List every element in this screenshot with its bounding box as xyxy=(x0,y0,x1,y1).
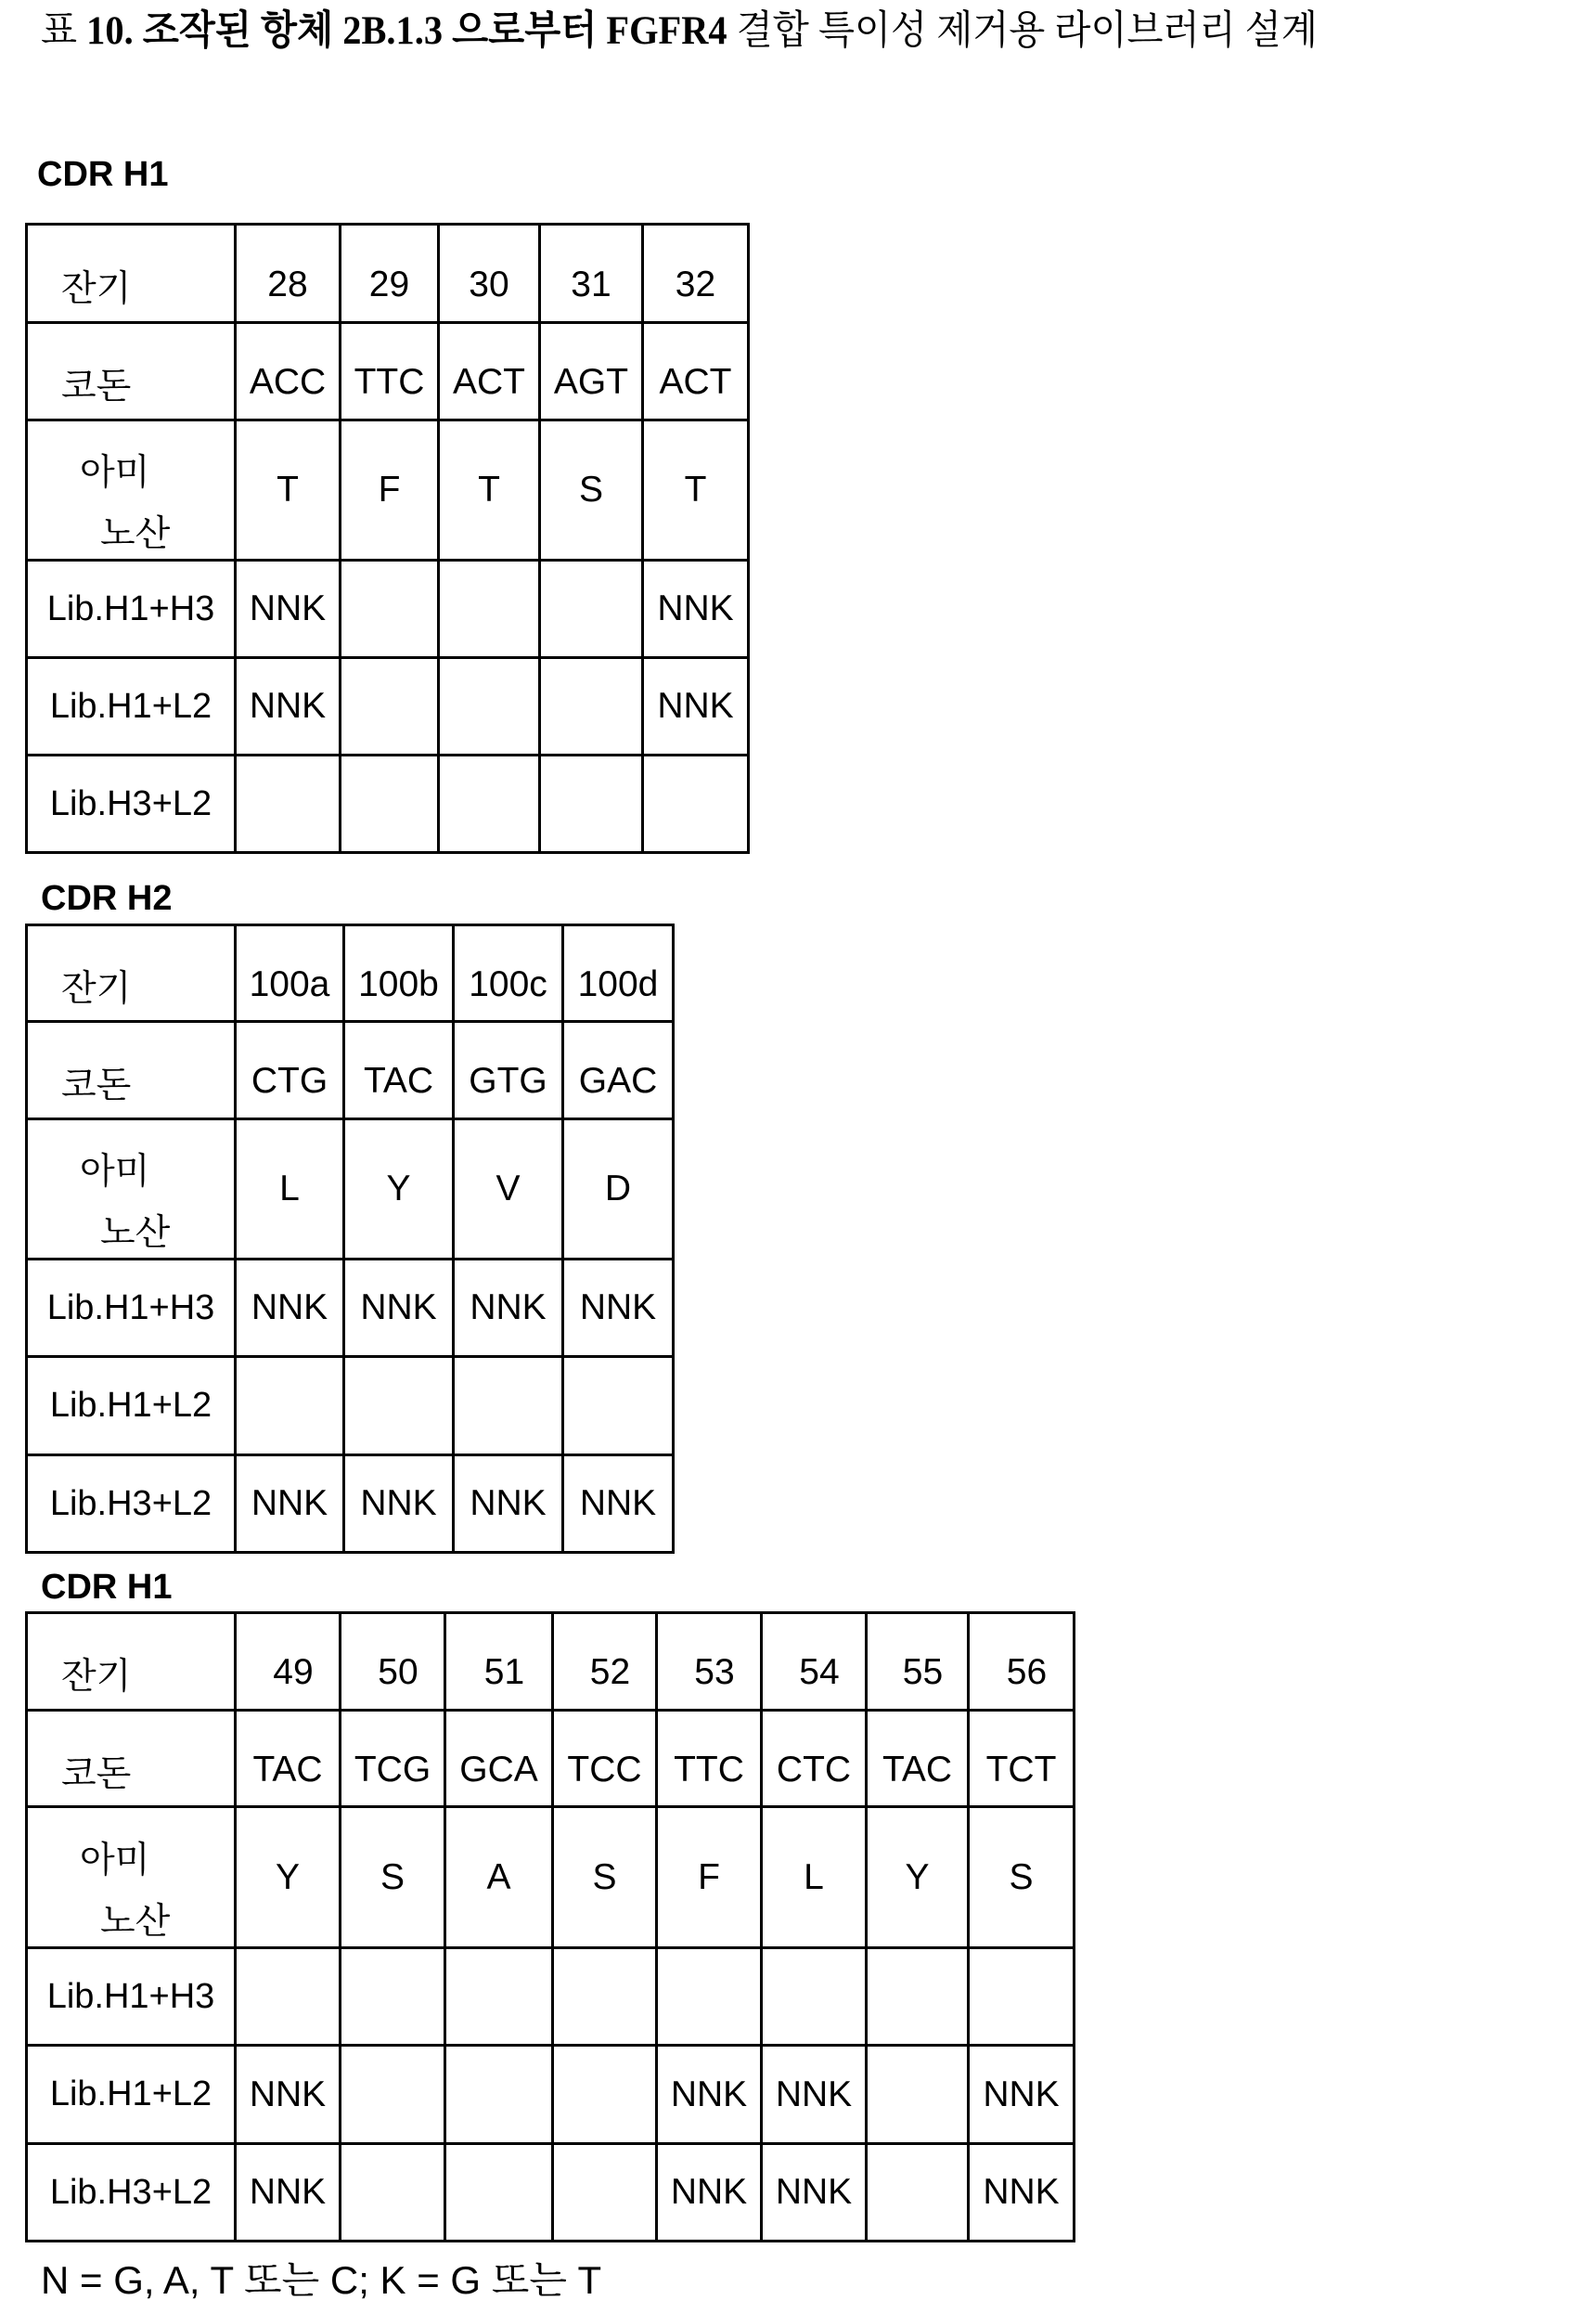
lib-h1-l2-row xyxy=(27,2046,1075,2144)
lib-cell: NNK xyxy=(236,561,341,658)
amino-acid-cell: S xyxy=(540,420,643,561)
lib-cell xyxy=(867,1948,969,2046)
codon-cell: GCA xyxy=(445,1711,553,1807)
residue-cell: 100d xyxy=(563,925,674,1022)
amino-acid-cell: T xyxy=(236,420,341,561)
lib-h1-l2-row xyxy=(27,658,749,756)
cdr-h2-table xyxy=(25,924,675,1554)
amino-acid-cell: S xyxy=(341,1807,445,1948)
row-label-lib-h1-h3: Lib.H1+H3 xyxy=(27,1948,236,2046)
amino-acid-cell: A xyxy=(445,1807,553,1948)
lib-cell: NNK xyxy=(643,658,749,756)
codon-cell: ACT xyxy=(439,323,540,420)
row-label-lib-h1-l2: Lib.H1+L2 xyxy=(27,2046,236,2144)
amino-acid-cell: Y xyxy=(344,1119,454,1260)
lib-cell: NNK xyxy=(236,1260,344,1357)
lib-cell xyxy=(341,2046,445,2144)
amino-acid-cell: Y xyxy=(236,1807,341,1948)
lib-cell: NNK xyxy=(454,1260,563,1357)
lib-cell xyxy=(867,2046,969,2144)
cdr-h1-second-table xyxy=(25,1611,1075,2242)
lib-cell: NNK xyxy=(563,1260,674,1357)
row-label-lib-h1-l2: Lib.H1+L2 xyxy=(27,1357,236,1455)
residue-cell: 56 xyxy=(969,1613,1075,1711)
row-label-lib-h3-l2: Lib.H3+L2 xyxy=(27,1455,236,1553)
codon-cell: TCG xyxy=(341,1711,445,1807)
codon-cell: ACC xyxy=(236,323,341,420)
lib-cell xyxy=(236,756,341,853)
lib-cell: NNK xyxy=(657,2046,762,2144)
lib-cell: NNK xyxy=(236,658,341,756)
lib-cell: NNK xyxy=(236,2144,341,2242)
lib-cell: NNK xyxy=(969,2144,1075,2242)
residue-cell: 55 xyxy=(867,1613,969,1711)
lib-cell xyxy=(540,561,643,658)
codon-cell: ACT xyxy=(643,323,749,420)
table-title xyxy=(41,6,1318,58)
amino-acid-row xyxy=(27,1119,674,1260)
lib-h3-l2-row xyxy=(27,756,749,853)
lib-cell xyxy=(445,2144,553,2242)
codon-cell: TCC xyxy=(553,1711,657,1807)
residue-cell: 32 xyxy=(643,225,749,323)
section-label-cdr-h1: CDR H1 xyxy=(37,155,169,194)
lib-cell xyxy=(341,1948,445,2046)
lib-cell xyxy=(439,561,540,658)
amino-acid-cell: L xyxy=(236,1119,344,1260)
codon-row xyxy=(27,1711,1075,1807)
codon-cell: CTC xyxy=(762,1711,867,1807)
amino-acid-cell: V xyxy=(454,1119,563,1260)
lib-cell xyxy=(344,1357,454,1455)
lib-cell xyxy=(540,658,643,756)
residue-cell: 54 xyxy=(762,1613,867,1711)
lib-cell: NNK xyxy=(454,1455,563,1553)
amino-acid-cell: S xyxy=(553,1807,657,1948)
lib-cell xyxy=(445,1948,553,2046)
amino-acid-row xyxy=(27,1807,1075,1948)
lib-cell xyxy=(341,756,439,853)
residue-cell: 100a xyxy=(236,925,344,1022)
residue-cell: 28 xyxy=(236,225,341,323)
amino-acid-row xyxy=(27,420,749,561)
residue-row xyxy=(27,1613,1075,1711)
lib-h1-h3-row xyxy=(27,1260,674,1357)
row-label-residue: 잔기 xyxy=(27,225,236,323)
row-label-codon: 코돈 xyxy=(27,1022,236,1119)
lib-cell xyxy=(236,1357,344,1455)
row-label-lib-h1-h3: Lib.H1+H3 xyxy=(27,561,236,658)
lib-cell: NNK xyxy=(236,2046,341,2144)
lib-cell xyxy=(969,1948,1075,2046)
lib-cell xyxy=(439,658,540,756)
lib-cell: NNK xyxy=(563,1455,674,1553)
row-label-residue: 잔기 xyxy=(27,1613,236,1711)
lib-cell xyxy=(553,2144,657,2242)
residue-cell: 50 xyxy=(341,1613,445,1711)
residue-cell: 51 xyxy=(445,1613,553,1711)
residue-row xyxy=(27,225,749,323)
codon-cell: TAC xyxy=(867,1711,969,1807)
codon-cell: TTC xyxy=(341,323,439,420)
codon-cell: AGT xyxy=(540,323,643,420)
title-normal: 결합 특이성 제거용 라이브러리 설계 xyxy=(736,9,1318,53)
lib-cell: NNK xyxy=(236,1455,344,1553)
codon-cell: TAC xyxy=(236,1711,341,1807)
amino-acid-cell: F xyxy=(341,420,439,561)
row-label-amino-acid: 아미 노산 xyxy=(27,1119,236,1260)
residue-cell: 52 xyxy=(553,1613,657,1711)
row-label-amino-acid: 아미 노산 xyxy=(27,1807,236,1948)
amino-acid-cell: T xyxy=(643,420,749,561)
section-label-cdr-h2: CDR H2 xyxy=(41,879,173,918)
lib-h1-l2-row xyxy=(27,1357,674,1455)
residue-row xyxy=(27,925,674,1022)
lib-cell xyxy=(643,756,749,853)
residue-cell: 53 xyxy=(657,1613,762,1711)
amino-acid-cell: D xyxy=(563,1119,674,1260)
lib-cell xyxy=(553,2046,657,2144)
amino-acid-cell: T xyxy=(439,420,540,561)
lib-h3-l2-row xyxy=(27,1455,674,1553)
codon-cell: CTG xyxy=(236,1022,344,1119)
lib-cell: NNK xyxy=(762,2046,867,2144)
lib-cell xyxy=(553,1948,657,2046)
lib-cell: NNK xyxy=(344,1455,454,1553)
lib-cell: NNK xyxy=(762,2144,867,2242)
row-label-lib-h3-l2: Lib.H3+L2 xyxy=(27,756,236,853)
lib-cell: NNK xyxy=(657,2144,762,2242)
row-label-lib-h1-l2: Lib.H1+L2 xyxy=(27,658,236,756)
lib-cell xyxy=(445,2046,553,2144)
row-label-codon: 코돈 xyxy=(27,1711,236,1807)
row-label-residue: 잔기 xyxy=(27,925,236,1022)
footnote: N = G, A, T 또는 C; K = G 또는 T xyxy=(41,2258,602,2302)
codon-cell: TCT xyxy=(969,1711,1075,1807)
title-bold: 10. 조작된 항체 2B.1.3 으로부터 FGFR4 xyxy=(86,9,727,53)
codon-row xyxy=(27,323,749,420)
amino-acid-cell: Y xyxy=(867,1807,969,1948)
lib-cell xyxy=(439,756,540,853)
lib-cell xyxy=(762,1948,867,2046)
lib-cell xyxy=(563,1357,674,1455)
lib-cell xyxy=(341,2144,445,2242)
residue-cell: 49 xyxy=(236,1613,341,1711)
amino-acid-cell: F xyxy=(657,1807,762,1948)
lib-h1-h3-row xyxy=(27,1948,1075,2046)
section-label-cdr-h1-second: CDR H1 xyxy=(41,1568,173,1607)
codon-cell: GTG xyxy=(454,1022,563,1119)
title-prefix: 표 xyxy=(41,9,78,53)
lib-cell: NNK xyxy=(344,1260,454,1357)
lib-h1-h3-row xyxy=(27,561,749,658)
lib-h3-l2-row xyxy=(27,2144,1075,2242)
residue-cell: 30 xyxy=(439,225,540,323)
amino-acid-cell: S xyxy=(969,1807,1075,1948)
lib-cell xyxy=(657,1948,762,2046)
residue-cell: 100c xyxy=(454,925,563,1022)
lib-cell: NNK xyxy=(969,2046,1075,2144)
codon-cell: GAC xyxy=(563,1022,674,1119)
residue-cell: 100b xyxy=(344,925,454,1022)
lib-cell xyxy=(341,658,439,756)
residue-cell: 31 xyxy=(540,225,643,323)
codon-cell: TAC xyxy=(344,1022,454,1119)
lib-cell xyxy=(341,561,439,658)
codon-row xyxy=(27,1022,674,1119)
lib-cell xyxy=(454,1357,563,1455)
lib-cell xyxy=(236,1948,341,2046)
lib-cell xyxy=(540,756,643,853)
residue-cell: 29 xyxy=(341,225,439,323)
row-label-codon: 코돈 xyxy=(27,323,236,420)
row-label-lib-h3-l2: Lib.H3+L2 xyxy=(27,2144,236,2242)
row-label-amino-acid: 아미 노산 xyxy=(27,420,236,561)
row-label-lib-h1-h3: Lib.H1+H3 xyxy=(27,1260,236,1357)
cdr-h1-table xyxy=(25,223,750,854)
codon-cell: TTC xyxy=(657,1711,762,1807)
lib-cell xyxy=(867,2144,969,2242)
amino-acid-cell: L xyxy=(762,1807,867,1948)
lib-cell: NNK xyxy=(643,561,749,658)
